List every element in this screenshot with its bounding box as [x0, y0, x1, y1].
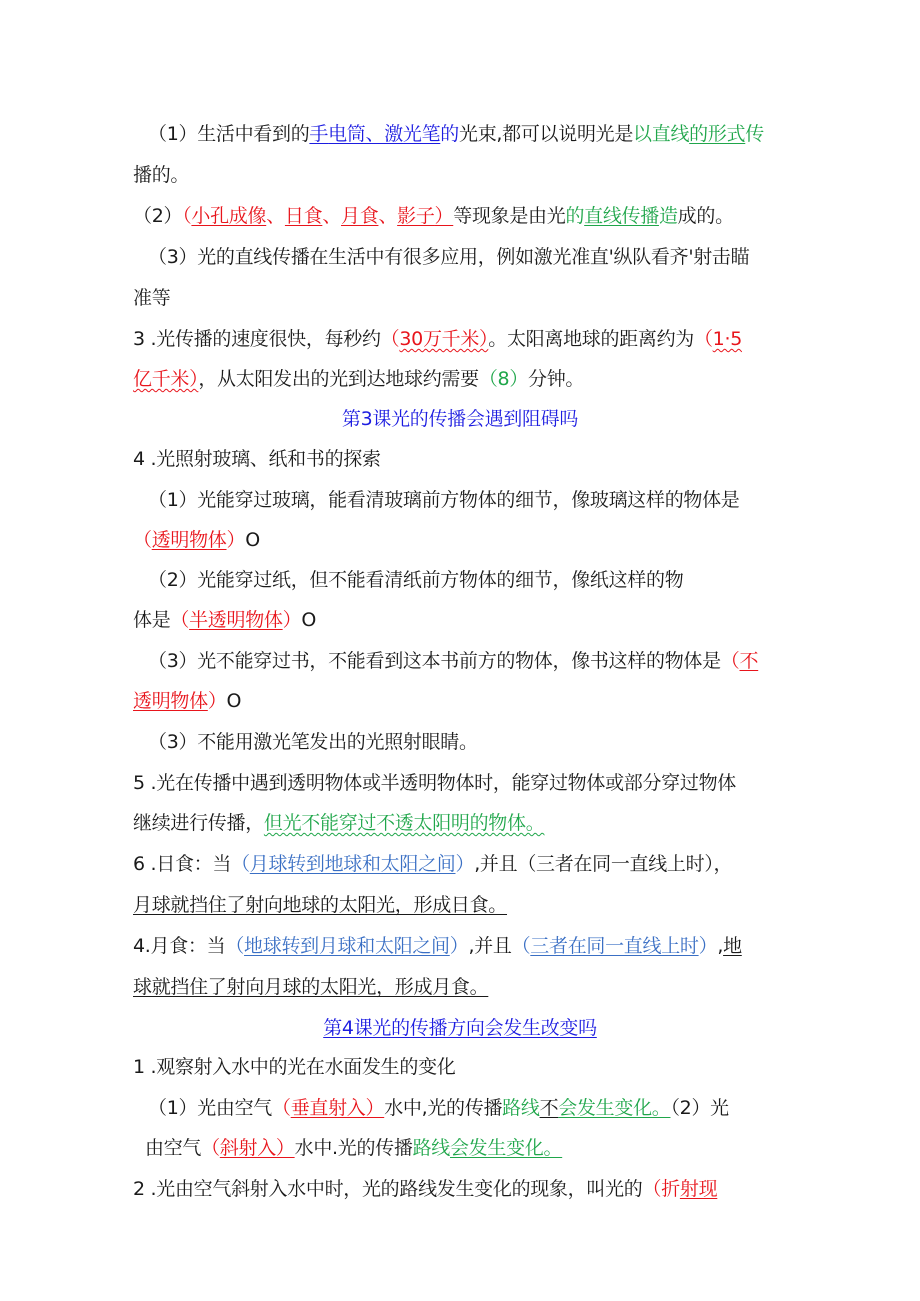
text: 播的。	[133, 164, 190, 186]
answer-red: 日食	[284, 205, 323, 227]
paren: （	[380, 328, 400, 350]
text: （3）光的直线传播在生活中有很多应用，例如激光准直'纵队看齐'射击瞄	[148, 246, 750, 268]
text: 球就挡住了射向月球的太阳光，形成月食。	[133, 976, 489, 998]
paren: （	[720, 650, 740, 672]
text: 光束,都可以说明光是	[459, 123, 634, 145]
text-line	[148, 649, 758, 673]
text: O	[301, 609, 316, 631]
text: 成的。	[677, 205, 734, 227]
text: 手	[309, 123, 329, 145]
text: 分钟。	[528, 368, 585, 390]
text: 、	[378, 205, 398, 227]
text-line	[145, 1136, 562, 1160]
text: 的	[440, 123, 459, 145]
section-heading	[0, 407, 920, 431]
answer-blue: 三者在同一直线上时	[530, 935, 699, 957]
heading-text: 第3课光的传播会遇到阻碍吗	[341, 408, 579, 430]
answer-red: 透明物体	[133, 690, 208, 712]
text: 继续进行传播，	[133, 812, 264, 834]
text: （1）光能穿过玻璃，能看清玻璃前方物体的细节，像玻璃这样的物体是	[148, 489, 740, 511]
text-line	[133, 608, 316, 632]
text-line	[133, 1055, 455, 1079]
answer-red: 月食	[341, 205, 379, 227]
answer-red: 不	[739, 650, 759, 672]
text-line	[148, 122, 764, 146]
paren: （	[693, 328, 713, 350]
text: 不	[539, 1097, 559, 1119]
paren: ）	[455, 853, 475, 875]
answer-red: 影子	[397, 205, 435, 227]
text-line	[148, 488, 740, 512]
text-line	[148, 1096, 729, 1120]
paren: ）	[282, 609, 302, 631]
answer-red: 30万千米）	[399, 328, 489, 350]
answer-red: 亿千米）	[133, 368, 199, 390]
text: 、	[266, 205, 285, 227]
text-line	[148, 245, 749, 269]
paren: （	[201, 1137, 220, 1159]
text: 路线	[502, 1097, 540, 1119]
answer-green: 的	[565, 205, 585, 227]
text: 等现象是由光	[453, 205, 566, 227]
text: 体是	[133, 609, 171, 631]
text-line	[133, 163, 189, 187]
text: O	[245, 529, 260, 551]
text-line	[148, 730, 478, 754]
paren: ）	[434, 205, 454, 227]
text: 地	[723, 935, 742, 957]
paren: （	[133, 529, 152, 551]
text-line	[133, 893, 507, 917]
text: 1 .观察射入水中的光在水面发生的变化	[133, 1056, 456, 1078]
text: ,并且	[468, 935, 512, 957]
text: O	[226, 690, 242, 712]
text: 水中.光的传播	[294, 1137, 413, 1159]
text: （3）光不能穿过书，不能看到这本书前方的物体，像书这样的物体是	[148, 650, 721, 672]
answer-green: 会发生变化。	[449, 1137, 563, 1159]
text: 2 .光由空气斜射入水中时，光的路线发生变化的现象，叫光的	[133, 1178, 643, 1200]
text: 由空气	[145, 1137, 202, 1159]
text: ，从太阳发出的光到达地球约需要	[198, 368, 479, 390]
text-line	[133, 689, 241, 713]
answer-red: 1·5	[712, 328, 742, 350]
text-line	[133, 447, 381, 471]
answer-green: 会发生变化。	[558, 1097, 671, 1119]
text-line	[133, 327, 742, 351]
answer-red: 折	[661, 1178, 680, 1200]
answer-green: （8）	[478, 368, 529, 390]
text: 4.月食：当	[133, 935, 226, 957]
text-line	[133, 367, 584, 391]
text-line	[133, 975, 488, 999]
text: （1）生活中看到的	[148, 123, 310, 145]
answer-green: 传	[745, 123, 764, 145]
text-line	[133, 528, 260, 552]
text-line	[148, 568, 683, 592]
answer-green: 直线传播	[584, 205, 659, 227]
text: 3 .光传播的速度很快，每秒约	[133, 328, 381, 350]
paren: （	[170, 609, 190, 631]
paren: （	[182, 205, 192, 227]
text: 4 .光照射玻璃、纸和书的探索	[133, 448, 381, 470]
answer-red: 半透明物体	[189, 609, 283, 631]
text: 月球就挡住了射向地球的太阳光，形成日食。	[133, 894, 508, 916]
text: （2）	[133, 205, 183, 227]
answer-green: 的形式	[689, 123, 746, 145]
paren: ）	[449, 935, 469, 957]
text: （2）光能穿过纸，但不能看清纸前方物体的细节，像纸这样的物	[148, 569, 684, 591]
answer-blue: 地球转到月球和太阳之间	[244, 935, 450, 957]
text: 5 .光在传播中遇到透明物体或半透明物体时，能穿过物体或部分穿过物体	[133, 772, 736, 794]
text: （3）不能用激光笔发出的光照射眼睛。	[148, 731, 478, 753]
text: ,并且（三者在同一直线上时），	[474, 853, 733, 875]
answer-red: 斜射入）	[219, 1137, 295, 1159]
text-line	[133, 811, 544, 835]
text: （1）光由空气	[148, 1097, 272, 1119]
text-line	[133, 771, 736, 795]
text-line	[133, 852, 732, 876]
answer-green: 但光不能穿过不透太阳明的物体。	[263, 812, 545, 834]
text-line	[133, 286, 170, 310]
paren: （	[231, 853, 250, 875]
paren: （	[642, 1178, 662, 1200]
text-line	[133, 204, 734, 228]
text-line	[133, 934, 742, 958]
answer-red: 透明物体	[151, 529, 227, 551]
text: 。太阳离地球的距离约为	[488, 328, 694, 350]
paren: （	[511, 935, 531, 957]
text-line	[133, 1177, 717, 1201]
text: ,	[717, 935, 724, 957]
text: （2）光	[670, 1097, 729, 1119]
text: 6 .日食：当	[133, 853, 232, 875]
answer-red: 小孔成像	[191, 205, 267, 227]
answer-green: 造	[658, 205, 678, 227]
answer-green: 以直线	[633, 123, 690, 145]
paren: ）	[207, 690, 227, 712]
paren: ）	[698, 935, 718, 957]
text: 水中,光的传播	[384, 1097, 503, 1119]
answer-blue: 电筒、激光笔	[328, 123, 441, 145]
heading-text: 第4课光的传播方向会发生改变吗	[323, 1017, 597, 1039]
section-heading	[0, 1016, 920, 1040]
answer-red: 垂直射入）	[290, 1097, 385, 1119]
text: 、	[322, 205, 342, 227]
answer-red: 射现	[679, 1178, 718, 1200]
paren: （	[272, 1097, 291, 1119]
answer-blue: 月球转到地球和太阳之间	[249, 853, 456, 875]
paren: （	[225, 935, 245, 957]
paren: ）	[226, 529, 246, 551]
text: 准等	[133, 287, 171, 309]
text: 路线	[412, 1137, 450, 1159]
